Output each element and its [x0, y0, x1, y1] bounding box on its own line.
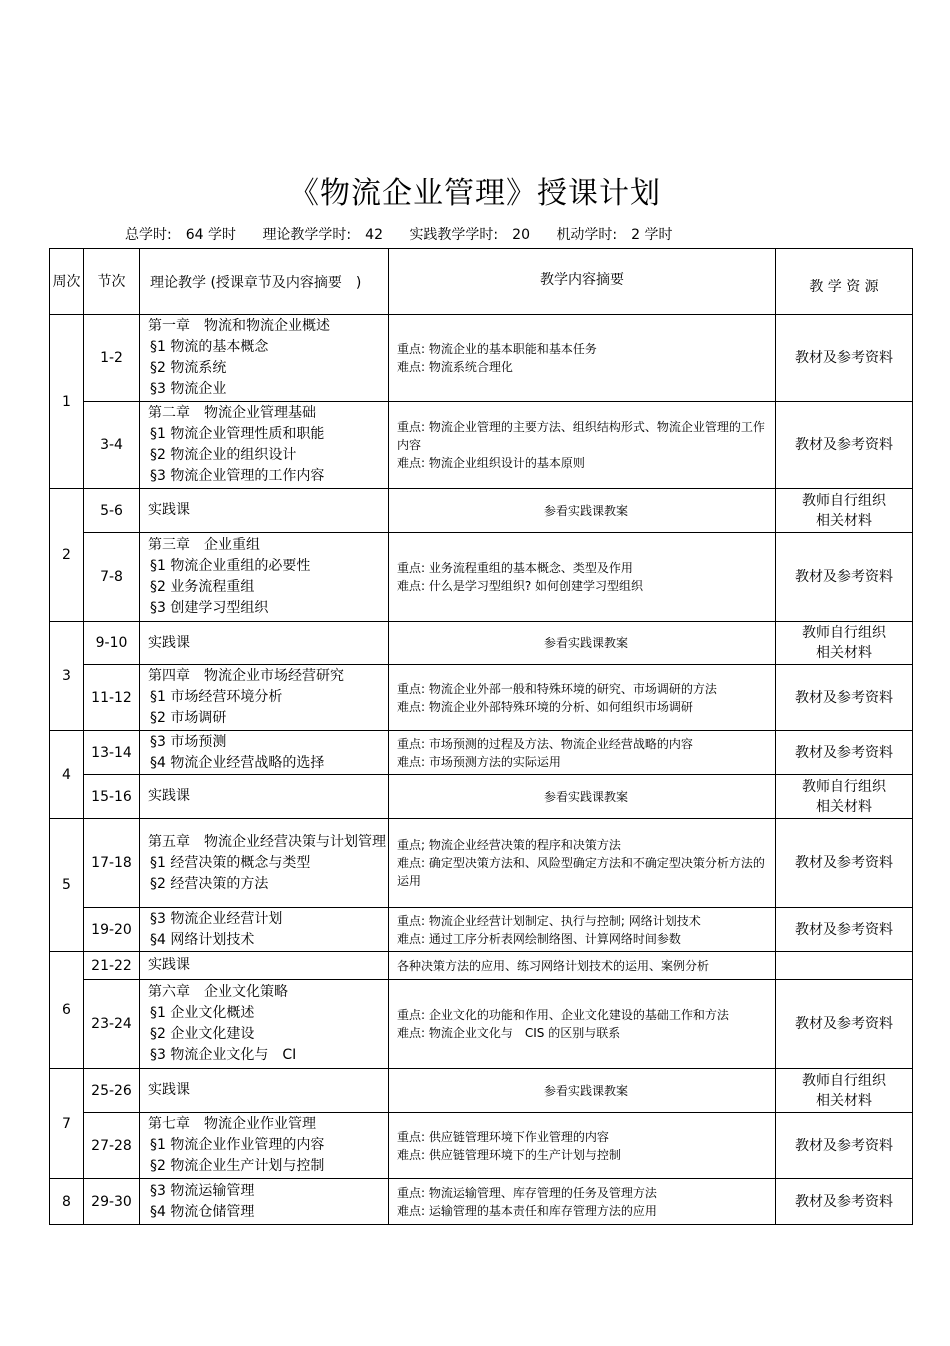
theory-cell [140, 731, 389, 775]
hours-practice-label: 实践教学学时: [409, 227, 499, 243]
hours-practice-value: 20 [512, 227, 530, 243]
table-row [50, 980, 913, 1069]
week-cell: 1 [50, 315, 84, 489]
summary-cell [389, 1113, 776, 1179]
hours-total-value: 64 学时 [185, 227, 236, 243]
chapter-title: 第五章 物流企业经营决策与计划管理 [148, 833, 386, 850]
chapter-title: 第三章 企业重组 [148, 537, 260, 553]
summary-line: 重点: 供应链管理环境下作业管理的内容 [397, 1129, 609, 1144]
session-cell: 19-20 [84, 908, 140, 952]
summary-line: 难点: 市场预测方法的实际运用 [397, 754, 561, 769]
resource-cell: 教师自行组织相关材料 [776, 1069, 913, 1113]
section-item: §2 物流企业生产计划与控制 [150, 1158, 325, 1174]
summary-line: 难点: 通过工序分析表网绘制络图、计算网络时间参数 [397, 931, 681, 946]
session-cell: 3-4 [84, 402, 140, 489]
section-item: §1 物流的基本概念 [150, 339, 269, 355]
summary-line: 参看实践课教案 [543, 503, 628, 518]
table-row [50, 402, 913, 489]
summary-line: 各种决策方法的应用、练习网络计划技术的运用、案例分析 [397, 958, 710, 973]
section-item: §4 网络计划技术 [150, 931, 255, 948]
chapter-title: 第一章 物流和物流企业概述 [148, 318, 330, 334]
hours-theory-label: 理论教学学时: [262, 227, 352, 243]
resource-cell [776, 952, 913, 980]
section-item: §2 市场调研 [150, 710, 227, 726]
theory-cell [140, 819, 389, 908]
chapter-title: 第七章 物流企业作业管理 [148, 1116, 316, 1132]
theory-cell [140, 1069, 389, 1113]
summary-line: 重点: 物流企业的基本职能和基本任务 [397, 342, 597, 356]
table-row [50, 1113, 913, 1179]
section-item: §3 物流企业文化与 CI [150, 1047, 297, 1063]
hours-flex-value: 2 学时 [631, 227, 673, 243]
schedule-table [49, 248, 913, 1225]
hours-flex-label: 机动学时: [556, 227, 618, 243]
summary-line: 重点: 企业文化的功能和作用、企业文化建设的基础工作和方法 [397, 1008, 729, 1022]
theory-cell [140, 489, 389, 533]
summary-cell [389, 908, 776, 952]
table-row [50, 819, 913, 908]
section-item: §3 物流企业 [150, 381, 227, 397]
summary-line: 参看实践课教案 [543, 789, 628, 804]
week-cell: 7 [50, 1069, 84, 1179]
table-row [50, 622, 913, 665]
summary-line: 重点: 物流企业经营计划制定、执行与控制; 网络计划技术 [397, 913, 701, 928]
resource-cell: 教材及参考资料 [776, 402, 913, 489]
session-cell: 27-28 [84, 1113, 140, 1179]
week-cell: 4 [50, 731, 84, 819]
summary-line: 重点; 物流企业经营决策的程序和决策方法 [397, 838, 621, 852]
table-row [50, 775, 913, 819]
section-item: §2 业务流程重组 [150, 579, 255, 595]
theory-cell [140, 908, 389, 952]
section-item: §1 经营决策的概念与类型 [150, 854, 311, 871]
resource-cell: 教材及参考资料 [776, 1113, 913, 1179]
chapter-title: 实践课 [148, 957, 190, 973]
summary-cell [389, 1179, 776, 1225]
section-item: §1 物流企业管理性质和职能 [150, 426, 325, 442]
table-row [50, 489, 913, 533]
session-cell: 7-8 [84, 533, 140, 622]
summary-cell [389, 315, 776, 402]
chapter-title: 实践课 [148, 634, 190, 651]
summary-line: 难点: 供应链管理环境下的生产计划与控制 [397, 1147, 621, 1162]
summary-cell [389, 1069, 776, 1113]
theory-cell [140, 622, 389, 665]
chapter-title: 第六章 企业文化策略 [148, 984, 288, 1000]
week-cell: 2 [50, 489, 84, 622]
summary-line: 重点: 业务流程重组的基本概念、类型及作用 [397, 561, 633, 575]
summary-line: 重点: 物流企业外部一般和特殊环境的研究、市场调研的方法 [397, 681, 717, 696]
summary-cell [389, 533, 776, 622]
section-item: §2 物流系统 [150, 360, 227, 376]
chapter-title: 实践课 [148, 788, 190, 804]
section-item: §3 物流企业经营计划 [150, 910, 283, 927]
section-item: §4 物流企业经营战略的选择 [150, 754, 325, 771]
resource-cell: 教师自行组织相关材料 [776, 622, 913, 665]
session-cell: 15-16 [84, 775, 140, 819]
theory-cell [140, 665, 389, 731]
resource-cell: 教材及参考资料 [776, 315, 913, 402]
chapter-title: 第二章 物流企业管理基础 [148, 405, 316, 421]
summary-cell [389, 489, 776, 533]
section-item: §3 创建学习型组织 [150, 600, 269, 616]
session-cell: 23-24 [84, 980, 140, 1069]
theory-cell [140, 952, 389, 980]
summary-cell [389, 402, 776, 489]
summary-line: 参看实践课教案 [543, 636, 628, 650]
summary-cell [389, 665, 776, 731]
session-cell: 13-14 [84, 731, 140, 775]
table-row [50, 731, 913, 775]
schedule-body [50, 315, 913, 1225]
session-cell: 29-30 [84, 1179, 140, 1225]
resource-cell: 教材及参考资料 [776, 731, 913, 775]
table-row [50, 1069, 913, 1113]
table-row [50, 1179, 913, 1225]
section-item: §2 物流企业的组织设计 [150, 447, 297, 463]
summary-cell [389, 775, 776, 819]
page-title: 《物流企业管理》授课计划 [289, 176, 661, 211]
section-item: §2 经营决策的方法 [150, 875, 269, 892]
session-cell: 17-18 [84, 819, 140, 908]
section-item: §3 市场预测 [150, 733, 227, 750]
header-summary: 教学内容摘要 [389, 249, 776, 315]
hours-summary [125, 224, 695, 244]
theory-cell [140, 402, 389, 489]
week-cell: 5 [50, 819, 84, 952]
table-row [50, 952, 913, 980]
summary-cell [389, 622, 776, 665]
summary-line: 难点: 物流系统合理化 [397, 360, 513, 374]
resource-cell: 教材及参考资料 [776, 819, 913, 908]
section-item: §1 市场经营环境分析 [150, 689, 283, 705]
section-item: §4 物流仓储管理 [150, 1203, 255, 1220]
table-row [50, 908, 913, 952]
summary-cell [389, 952, 776, 980]
summary-line: 难点: 物流企业外部特殊环境的分析、如何组织市场调研 [397, 699, 693, 714]
week-cell: 3 [50, 622, 84, 731]
week-cell: 8 [50, 1179, 84, 1225]
theory-cell [140, 980, 389, 1069]
resource-cell: 教材及参考资料 [776, 665, 913, 731]
theory-cell [140, 1179, 389, 1225]
theory-cell [140, 775, 389, 819]
summary-line: 难点: 确定型决策方法和、风险型确定方法和不确定型决策分析方法的运用 [397, 856, 765, 888]
header-week: 周次 [50, 249, 84, 315]
header-resource: 教 学 资 源 [776, 249, 913, 315]
summary-line: 重点: 物流企业管理的主要方法、组织结构形式、物流企业管理的工作内容 [397, 420, 765, 452]
summary-cell [389, 819, 776, 908]
session-cell: 5-6 [84, 489, 140, 533]
theory-cell [140, 315, 389, 402]
week-cell: 6 [50, 952, 84, 1069]
summary-line: 难点: 运输管理的基本责任和库存管理方法的应用 [397, 1203, 657, 1218]
summary-cell [389, 980, 776, 1069]
chapter-title: 第四章 物流企业市场经营研究 [148, 668, 344, 684]
summary-line: 参看实践课教案 [543, 1083, 628, 1098]
table-row [50, 315, 913, 402]
theory-cell [140, 1113, 389, 1179]
hours-total-label: 总学时: [125, 227, 172, 243]
header-session: 节次 [84, 249, 140, 315]
resource-cell: 教师自行组织相关材料 [776, 775, 913, 819]
summary-line: 重点: 物流运输管理、库存管理的任务及管理方法 [397, 1185, 657, 1200]
chapter-title: 实践课 [148, 502, 190, 518]
resource-cell: 教材及参考资料 [776, 980, 913, 1069]
section-item: §1 企业文化概述 [150, 1005, 255, 1021]
session-cell: 9-10 [84, 622, 140, 665]
theory-cell [140, 533, 389, 622]
section-item: §3 物流企业管理的工作内容 [150, 468, 325, 484]
session-cell: 21-22 [84, 952, 140, 980]
resource-cell: 教师自行组织相关材料 [776, 489, 913, 533]
session-cell: 11-12 [84, 665, 140, 731]
section-item: §3 物流运输管理 [150, 1182, 255, 1199]
resource-cell: 教材及参考资料 [776, 533, 913, 622]
summary-line: 难点: 物流企业文化与 CIS 的区别与联系 [397, 1026, 621, 1040]
summary-cell [389, 731, 776, 775]
header-theory: 理论教学 (授课章节及内容摘要 ) [140, 249, 389, 315]
summary-line: 重点: 市场预测的过程及方法、物流企业经营战略的内容 [397, 736, 693, 751]
resource-cell: 教材及参考资料 [776, 1179, 913, 1225]
section-item: §1 物流企业作业管理的内容 [150, 1137, 325, 1153]
hours-theory-value: 42 [365, 227, 383, 243]
section-item: §2 企业文化建设 [150, 1026, 255, 1042]
table-row [50, 665, 913, 731]
section-item: §1 物流企业重组的必要性 [150, 558, 311, 574]
resource-cell: 教材及参考资料 [776, 908, 913, 952]
summary-line: 难点: 什么是学习型组织? 如何创建学习型组织 [397, 579, 644, 593]
session-cell: 25-26 [84, 1069, 140, 1113]
table-row [50, 533, 913, 622]
chapter-title: 实践课 [148, 1082, 190, 1098]
session-cell: 1-2 [84, 315, 140, 402]
summary-line: 难点: 物流企业组织设计的基本原则 [397, 456, 585, 470]
